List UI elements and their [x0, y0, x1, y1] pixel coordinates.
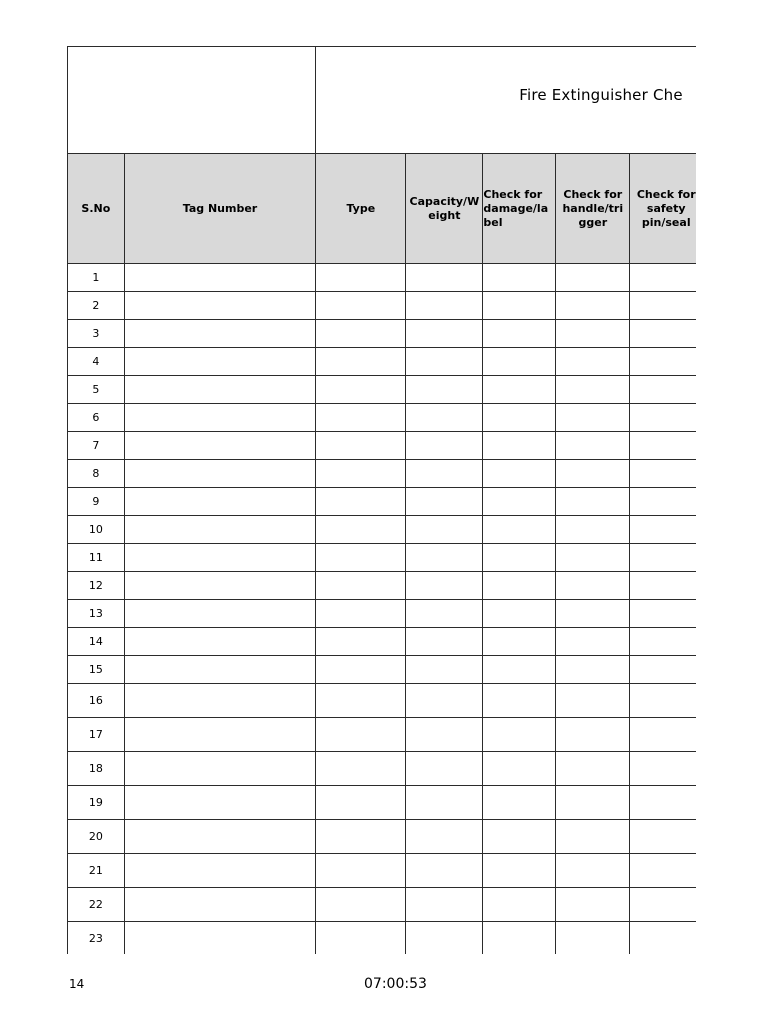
row-number: 7 — [68, 432, 125, 460]
table-row — [68, 432, 697, 460]
table-row — [68, 854, 697, 888]
table-cell[interactable] — [483, 460, 556, 488]
table-cell[interactable] — [556, 348, 630, 376]
table-cell[interactable] — [483, 684, 556, 718]
table-cell[interactable] — [556, 376, 630, 404]
table-cell[interactable] — [124, 292, 315, 320]
table-row — [68, 320, 697, 348]
table-row — [68, 292, 697, 320]
table-row — [68, 684, 697, 718]
table-cell[interactable] — [556, 786, 630, 820]
table-row — [68, 544, 697, 572]
table-cell[interactable] — [316, 820, 406, 854]
row-number: 9 — [68, 488, 125, 516]
header-damage: Check for damage/la bel — [483, 154, 556, 264]
row-number: 19 — [68, 786, 125, 820]
table-cell[interactable] — [124, 752, 315, 786]
row-number: 12 — [68, 572, 125, 600]
row-number: 5 — [68, 376, 125, 404]
row-number: 18 — [68, 752, 125, 786]
table-cell[interactable] — [316, 572, 406, 600]
table-cell[interactable] — [556, 264, 630, 292]
table-cell[interactable] — [316, 376, 406, 404]
table-row — [68, 488, 697, 516]
table-cell[interactable] — [556, 656, 630, 684]
table-cell[interactable] — [483, 516, 556, 544]
table-cell[interactable] — [483, 854, 556, 888]
table-cell[interactable] — [406, 820, 483, 854]
row-number: 4 — [68, 348, 125, 376]
table-cell[interactable] — [556, 320, 630, 348]
table-cell[interactable] — [124, 516, 315, 544]
table-cell[interactable] — [316, 488, 406, 516]
row-number: 1 — [68, 264, 125, 292]
row-number: 14 — [68, 628, 125, 656]
table-cell[interactable] — [124, 600, 315, 628]
table-cell[interactable] — [630, 854, 696, 888]
table-cell[interactable] — [406, 752, 483, 786]
row-number: 11 — [68, 544, 125, 572]
table-cell[interactable] — [406, 544, 483, 572]
table-cell[interactable] — [483, 264, 556, 292]
row-number: 8 — [68, 460, 125, 488]
table-cell[interactable] — [483, 544, 556, 572]
table-cell[interactable] — [556, 922, 630, 955]
table-cell[interactable] — [483, 922, 556, 955]
title-row — [68, 47, 697, 154]
header-safety: Check for safety pin/seal — [630, 154, 696, 264]
table-cell[interactable] — [556, 404, 630, 432]
table-row — [68, 628, 697, 656]
row-number: 17 — [68, 718, 125, 752]
table-cell[interactable] — [316, 922, 406, 955]
table-row — [68, 888, 697, 922]
table-cell[interactable] — [406, 432, 483, 460]
row-number: 3 — [68, 320, 125, 348]
table-cell[interactable] — [124, 718, 315, 752]
table-cell[interactable] — [630, 600, 696, 628]
table-cell[interactable] — [556, 628, 630, 656]
table-cell[interactable] — [316, 684, 406, 718]
row-number: 15 — [68, 656, 125, 684]
row-number: 21 — [68, 854, 125, 888]
table-cell[interactable] — [556, 572, 630, 600]
table-cell[interactable] — [556, 600, 630, 628]
table-cell[interactable] — [556, 854, 630, 888]
table-cell[interactable] — [316, 600, 406, 628]
table-row — [68, 752, 697, 786]
table-cell[interactable] — [630, 820, 696, 854]
table-row — [68, 348, 697, 376]
table-cell[interactable] — [630, 320, 696, 348]
table-cell[interactable] — [316, 656, 406, 684]
table-cell[interactable] — [483, 600, 556, 628]
table-cell[interactable] — [406, 684, 483, 718]
document-title: Fire Extinguisher Che — [519, 86, 683, 104]
checklist-table — [67, 46, 696, 954]
table-cell[interactable] — [556, 718, 630, 752]
header-capacity: Capacity/W eight — [406, 154, 483, 264]
table-cell[interactable] — [406, 854, 483, 888]
table-row — [68, 922, 697, 955]
header-type: Type — [316, 154, 406, 264]
title-cell — [316, 47, 696, 154]
table-cell[interactable] — [406, 786, 483, 820]
table-cell[interactable] — [483, 572, 556, 600]
table-cell[interactable] — [406, 292, 483, 320]
table-row — [68, 718, 697, 752]
table-cell[interactable] — [483, 888, 556, 922]
table-row — [68, 572, 697, 600]
table-cell[interactable] — [406, 516, 483, 544]
table-cell[interactable] — [630, 752, 696, 786]
table-cell[interactable] — [316, 888, 406, 922]
table-cell[interactable] — [316, 348, 406, 376]
table-cell[interactable] — [406, 320, 483, 348]
table-cell[interactable] — [316, 628, 406, 656]
row-number: 6 — [68, 404, 125, 432]
table-cell[interactable] — [316, 320, 406, 348]
table-cell[interactable] — [483, 404, 556, 432]
table-cell[interactable] — [556, 820, 630, 854]
table-cell[interactable] — [630, 488, 696, 516]
table-cell[interactable] — [316, 432, 406, 460]
table-cell[interactable] — [124, 854, 315, 888]
table-cell[interactable] — [483, 292, 556, 320]
table-cell[interactable] — [124, 432, 315, 460]
table-cell[interactable] — [406, 888, 483, 922]
table-cell[interactable] — [556, 888, 630, 922]
row-number: 13 — [68, 600, 125, 628]
table-cell[interactable] — [316, 854, 406, 888]
table-cell[interactable] — [483, 786, 556, 820]
table-cell[interactable] — [406, 922, 483, 955]
table-cell[interactable] — [406, 718, 483, 752]
header-row — [68, 154, 697, 264]
table-cell[interactable] — [630, 432, 696, 460]
table-cell[interactable] — [630, 348, 696, 376]
table-cell[interactable] — [556, 432, 630, 460]
table-cell[interactable] — [406, 460, 483, 488]
table-cell[interactable] — [124, 684, 315, 718]
table-cell[interactable] — [124, 820, 315, 854]
table-cell[interactable] — [124, 264, 315, 292]
table-cell[interactable] — [483, 488, 556, 516]
table-cell[interactable] — [556, 292, 630, 320]
table-cell[interactable] — [406, 628, 483, 656]
table-cell[interactable] — [124, 544, 315, 572]
table-cell[interactable] — [406, 656, 483, 684]
table-row — [68, 786, 697, 820]
table-cell[interactable] — [630, 628, 696, 656]
table-cell[interactable] — [556, 684, 630, 718]
table-cell[interactable] — [406, 264, 483, 292]
table-cell[interactable] — [483, 718, 556, 752]
table-row — [68, 600, 697, 628]
table-cell[interactable] — [483, 376, 556, 404]
table-cell[interactable] — [630, 264, 696, 292]
header-sno: S.No — [68, 154, 125, 264]
table-cell[interactable] — [316, 544, 406, 572]
table-cell[interactable] — [124, 888, 315, 922]
table-cell[interactable] — [316, 516, 406, 544]
page-number: 14 — [69, 977, 85, 991]
table-cell[interactable] — [630, 544, 696, 572]
checklist-sheet — [67, 46, 696, 954]
table-cell[interactable] — [630, 572, 696, 600]
row-number: 20 — [68, 820, 125, 854]
table-cell[interactable] — [630, 718, 696, 752]
table-cell[interactable] — [556, 488, 630, 516]
table-cell[interactable] — [630, 786, 696, 820]
table-cell[interactable] — [630, 376, 696, 404]
table-cell[interactable] — [124, 404, 315, 432]
table-row — [68, 460, 697, 488]
table-cell[interactable] — [483, 432, 556, 460]
table-cell[interactable] — [124, 628, 315, 656]
table-cell[interactable] — [406, 572, 483, 600]
table-row — [68, 516, 697, 544]
table-cell[interactable] — [556, 544, 630, 572]
table-cell[interactable] — [124, 460, 315, 488]
table-cell[interactable] — [406, 600, 483, 628]
table-cell[interactable] — [316, 718, 406, 752]
table-row — [68, 404, 697, 432]
table-cell[interactable] — [124, 656, 315, 684]
table-cell[interactable] — [630, 516, 696, 544]
table-cell[interactable] — [406, 376, 483, 404]
table-cell[interactable] — [483, 752, 556, 786]
table-cell[interactable] — [406, 404, 483, 432]
table-cell[interactable] — [630, 656, 696, 684]
row-number: 16 — [68, 684, 125, 718]
table-cell[interactable] — [483, 656, 556, 684]
table-cell[interactable] — [406, 488, 483, 516]
table-row — [68, 376, 697, 404]
table-cell[interactable] — [316, 292, 406, 320]
row-number: 23 — [68, 922, 125, 955]
table-cell[interactable] — [316, 460, 406, 488]
table-cell[interactable] — [630, 460, 696, 488]
row-number: 22 — [68, 888, 125, 922]
table-cell[interactable] — [124, 786, 315, 820]
table-cell[interactable] — [124, 922, 315, 955]
table-cell[interactable] — [630, 404, 696, 432]
table-cell[interactable] — [556, 516, 630, 544]
table-cell[interactable] — [630, 684, 696, 718]
table-cell[interactable] — [316, 404, 406, 432]
print-time: 07:00:53 — [364, 976, 427, 992]
table-cell[interactable] — [124, 376, 315, 404]
table-cell[interactable] — [556, 460, 630, 488]
table-row — [68, 264, 697, 292]
table-cell[interactable] — [124, 320, 315, 348]
table-row — [68, 820, 697, 854]
table-cell[interactable] — [483, 348, 556, 376]
table-cell[interactable] — [630, 922, 696, 955]
table-cell[interactable] — [316, 786, 406, 820]
table-cell[interactable] — [483, 320, 556, 348]
table-cell[interactable] — [630, 292, 696, 320]
row-number: 2 — [68, 292, 125, 320]
table-cell[interactable] — [406, 348, 483, 376]
table-cell[interactable] — [124, 348, 315, 376]
table-cell[interactable] — [483, 820, 556, 854]
table-cell[interactable] — [316, 264, 406, 292]
table-row — [68, 656, 697, 684]
header-tag-number: Tag Number — [124, 154, 315, 264]
table-cell[interactable] — [556, 752, 630, 786]
row-number: 10 — [68, 516, 125, 544]
table-cell[interactable] — [124, 488, 315, 516]
logo-cell — [68, 47, 316, 154]
table-cell[interactable] — [124, 572, 315, 600]
table-cell[interactable] — [316, 752, 406, 786]
table-cell[interactable] — [483, 628, 556, 656]
header-handle: Check for handle/tri gger — [556, 154, 630, 264]
table-cell[interactable] — [630, 888, 696, 922]
